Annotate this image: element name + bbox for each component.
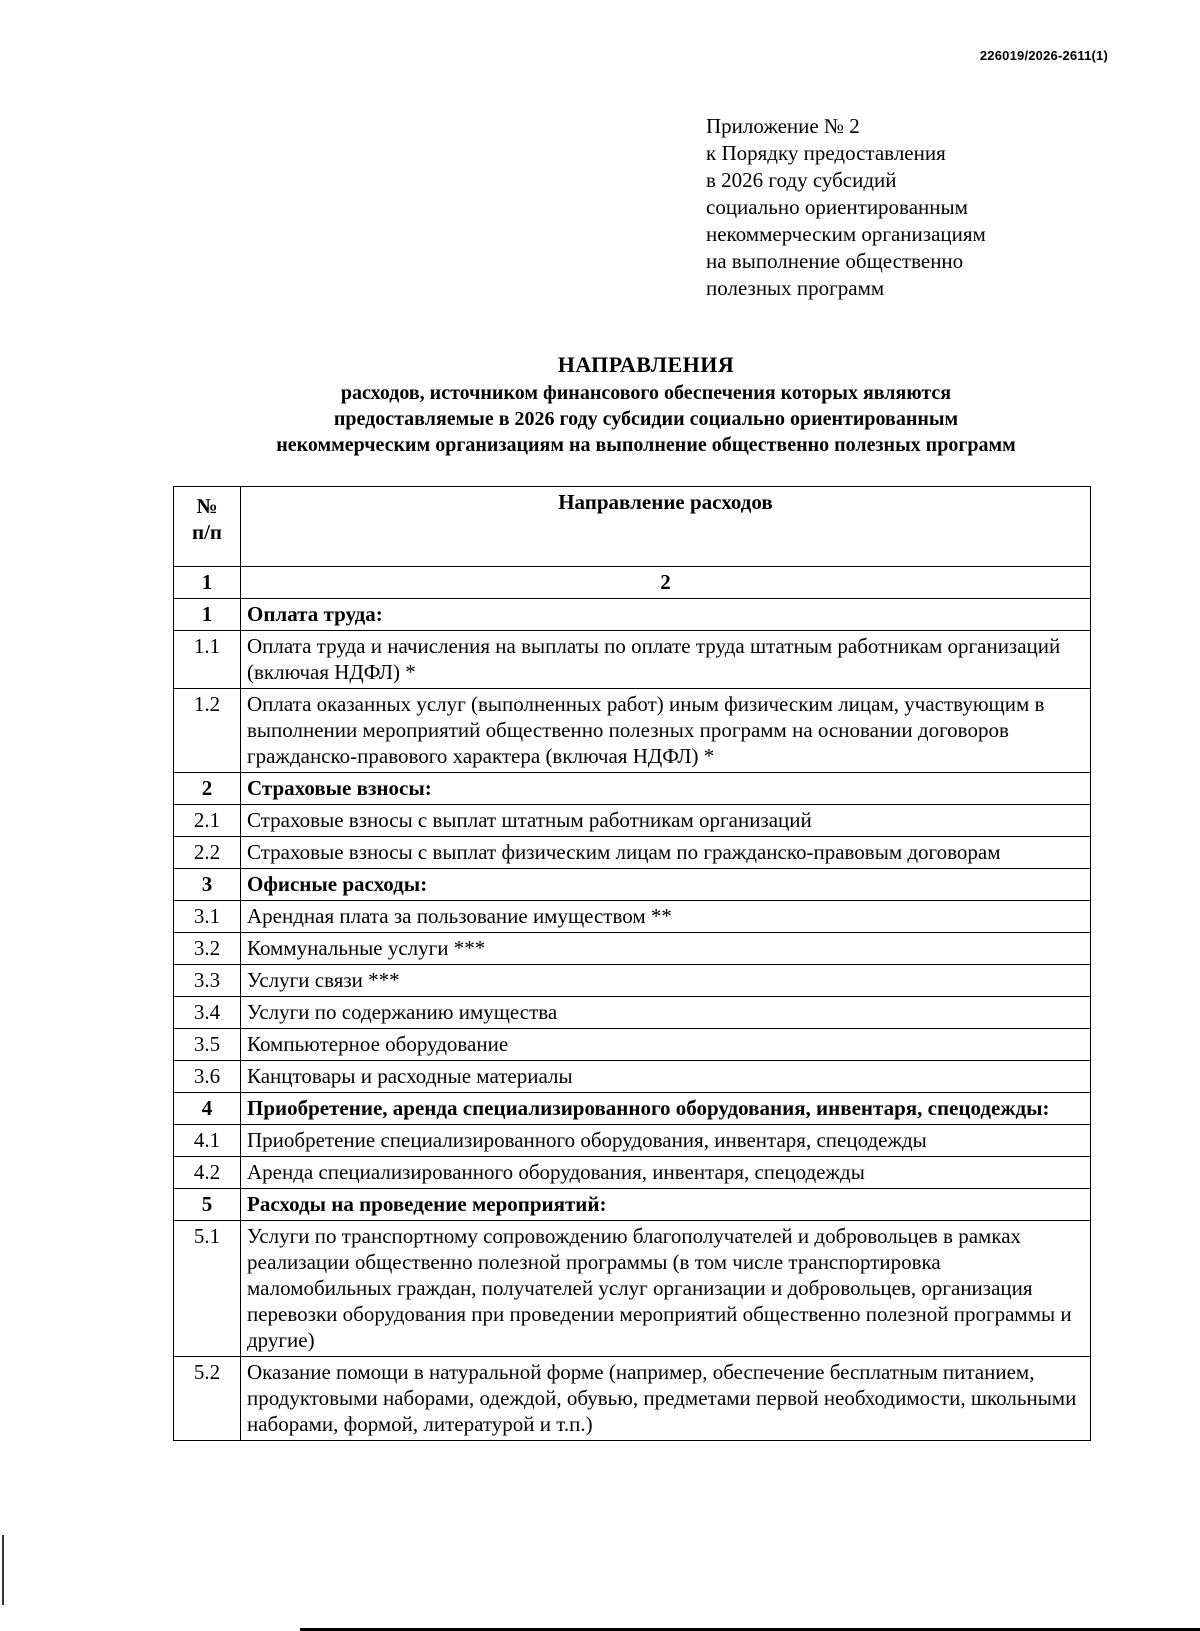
row-number: 2 bbox=[174, 773, 241, 805]
table-row bbox=[174, 837, 1091, 869]
expense-direction-text: Оплата труда и начисления на выплаты по оплате труда штатным работникам организаций (включая НДФЛ) * bbox=[241, 631, 1091, 689]
header-direction: Направление расходов bbox=[241, 487, 1091, 567]
column-number-row bbox=[174, 567, 1091, 599]
header-number-line: № bbox=[196, 494, 218, 518]
table-row bbox=[174, 997, 1091, 1029]
table-section-row bbox=[174, 773, 1091, 805]
section-title: Офисные расходы: bbox=[241, 869, 1091, 901]
table-row bbox=[174, 1357, 1091, 1441]
expense-direction-text: Арендная плата за пользование имуществом ** bbox=[241, 901, 1091, 933]
row-number: 3.2 bbox=[174, 933, 241, 965]
row-number: 4.1 bbox=[174, 1125, 241, 1157]
section-title: Приобретение, аренда специализированного оборудования, инвентаря, спецодежды: bbox=[241, 1093, 1091, 1125]
appendix-line: некоммерческим организациям bbox=[706, 222, 986, 246]
title-subtitle-line: некоммерческим организациям на выполнение общественно полезных программ bbox=[276, 434, 1016, 456]
table-row bbox=[174, 1221, 1091, 1357]
table-row bbox=[174, 631, 1091, 689]
row-number: 3.6 bbox=[174, 1061, 241, 1093]
row-number: 1.2 bbox=[174, 689, 241, 773]
table-section-row bbox=[174, 869, 1091, 901]
expense-direction-text: Коммунальные услуги *** bbox=[241, 933, 1091, 965]
title-subtitle-line: расходов, источником финансового обеспечения которых являются bbox=[340, 382, 952, 404]
section-title: Оплата труда: bbox=[241, 599, 1091, 631]
expense-direction-text: Услуги связи *** bbox=[241, 965, 1091, 997]
expense-direction-text: Оказание помощи в натуральной форме (например, обеспечение бесплатным питанием, продуктовыми наборами, одеждой, обувью, предметами первой необходимости, школьными наборами, формой, литературой и т.п.) bbox=[241, 1357, 1091, 1441]
column-number: 1 bbox=[174, 567, 241, 599]
appendix-line: полезных программ bbox=[706, 276, 885, 300]
table-header-row bbox=[174, 487, 1091, 567]
row-number: 3.1 bbox=[174, 901, 241, 933]
row-number: 4.2 bbox=[174, 1157, 241, 1189]
row-number: 2.1 bbox=[174, 805, 241, 837]
scan-edge-mark bbox=[2, 1535, 4, 1605]
appendix-line: на выполнение общественно bbox=[706, 249, 964, 273]
row-number: 3.4 bbox=[174, 997, 241, 1029]
table-row bbox=[174, 901, 1091, 933]
table-section-row bbox=[174, 1093, 1091, 1125]
row-number: 5 bbox=[174, 1189, 241, 1221]
table-row bbox=[174, 1029, 1091, 1061]
appendix-line: социально ориентированным bbox=[706, 195, 968, 219]
row-number: 3 bbox=[174, 869, 241, 901]
table-section-row bbox=[174, 599, 1091, 631]
expense-direction-text: Канцтовары и расходные материалы bbox=[241, 1061, 1091, 1093]
table-row bbox=[174, 933, 1091, 965]
expense-direction-text: Приобретение специализированного оборудования, инвентаря, спецодежды bbox=[241, 1125, 1091, 1157]
header-number bbox=[174, 487, 241, 567]
table-row bbox=[174, 689, 1091, 773]
appendix-reference bbox=[706, 113, 986, 302]
row-number: 5.1 bbox=[174, 1221, 241, 1357]
row-number: 5.2 bbox=[174, 1357, 241, 1441]
appendix-line: в 2026 году субсидий bbox=[706, 168, 897, 192]
expense-direction-text: Услуги по содержанию имущества bbox=[241, 997, 1091, 1029]
expense-direction-text: Услуги по транспортному сопровождению благополучателей и добровольцев в рамках реализации общественно полезной программы (в том числе транспортировка маломобильных граждан, получателей услуг организации и добровольцев, организация перевозки оборудования при проведении мероприятий общественно полезной программы и другие) bbox=[241, 1221, 1091, 1357]
section-title: Страховые взносы: bbox=[241, 773, 1091, 805]
table-row bbox=[174, 1061, 1091, 1093]
expense-direction-text: Компьютерное оборудование bbox=[241, 1029, 1091, 1061]
table-row bbox=[174, 965, 1091, 997]
table-row bbox=[174, 1157, 1091, 1189]
row-number: 1 bbox=[174, 599, 241, 631]
row-number: 4 bbox=[174, 1093, 241, 1125]
section-title: Расходы на проведение мероприятий: bbox=[241, 1189, 1091, 1221]
table-section-row bbox=[174, 1189, 1091, 1221]
row-number: 1.1 bbox=[174, 631, 241, 689]
row-number: 2.2 bbox=[174, 837, 241, 869]
expense-direction-text: Страховые взносы с выплат физическим лицам по гражданско-правовым договорам bbox=[241, 837, 1091, 869]
appendix-line: к Порядку предоставления bbox=[706, 141, 946, 165]
title-subtitle-line: предоставляемые в 2026 году субсидии социально ориентированным bbox=[333, 408, 959, 430]
header-number-line: п/п bbox=[191, 520, 223, 544]
row-number: 3.3 bbox=[174, 965, 241, 997]
table-row bbox=[174, 805, 1091, 837]
table-row bbox=[174, 1125, 1091, 1157]
expense-direction-text: Аренда специализированного оборудования, инвентаря, спецодежды bbox=[241, 1157, 1091, 1189]
row-number: 3.5 bbox=[174, 1029, 241, 1061]
title-main: НАПРАВЛЕНИЯ bbox=[557, 352, 735, 377]
expense-direction-text: Оплата оказанных услуг (выполненных работ) иным физическим лицам, участвующим в выполнении мероприятий общественно полезных программ на основании договоров гражданско-правового характера (включая НДФЛ) * bbox=[241, 689, 1091, 773]
document-number: 226019/2026-2611(1) bbox=[979, 48, 1108, 63]
document-title bbox=[0, 350, 1200, 458]
expense-directions-table bbox=[173, 486, 1091, 1441]
column-number: 2 bbox=[241, 567, 1091, 599]
expense-direction-text: Страховые взносы с выплат штатным работникам организаций bbox=[241, 805, 1091, 837]
appendix-line: Приложение № 2 bbox=[706, 114, 860, 138]
